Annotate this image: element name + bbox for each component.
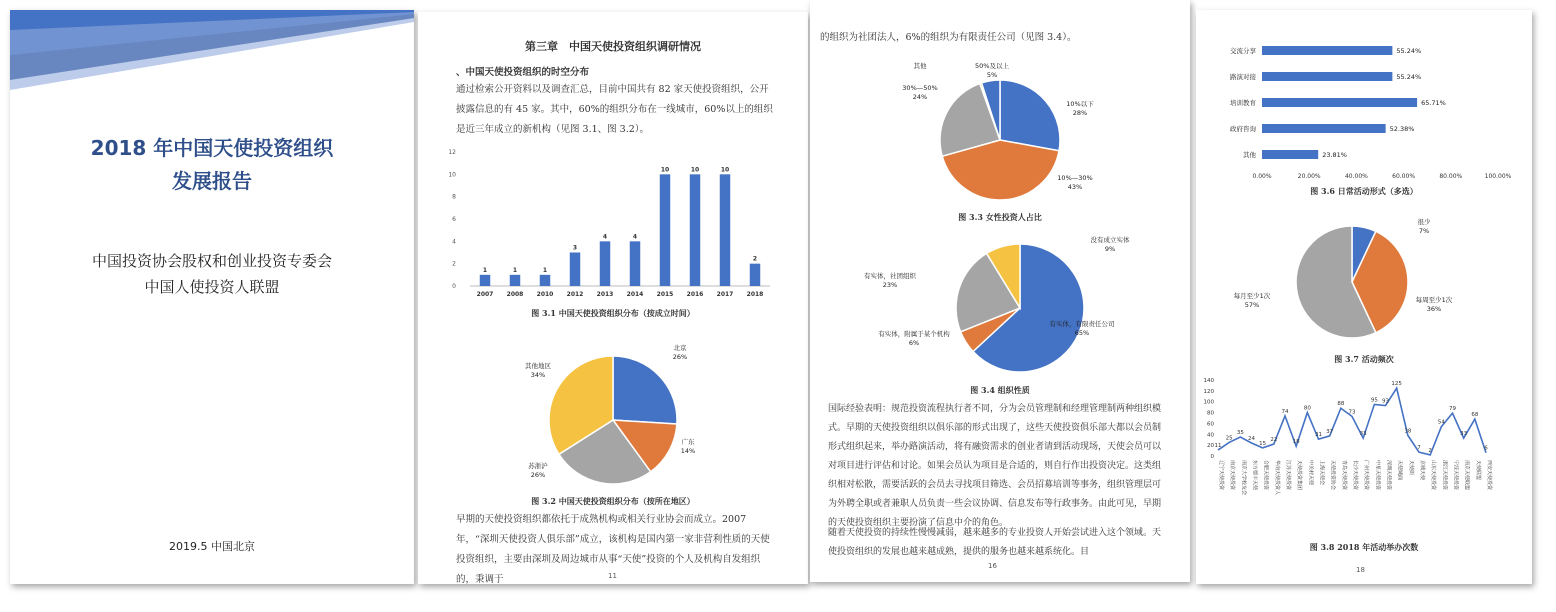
x-tick-label: 江苏天使投资 [1285,460,1291,491]
x-tick-label: 广州天使投资 [1363,460,1370,491]
y-tick-label: 4 [452,238,456,246]
category-label: 政府咨询 [1230,125,1256,133]
x-tick-label: 南京天使投资 [1229,460,1236,491]
bar-chart-founding-year [440,142,780,312]
data-label: 35 [1236,430,1244,436]
cover-page [10,10,414,584]
slice-name: 北京 [673,344,687,352]
data-label: 55.24% [1396,73,1422,81]
slice-name: 50%及以上 [975,62,1009,70]
data-label: 1 [542,266,548,274]
cover-date: 2019.5 中国北京 [169,540,255,553]
x-tick-label: 2018 [746,291,764,298]
figure-caption: 图 3.7 活动频次 [1334,354,1394,364]
x-tick-label: 2014 [626,291,644,298]
y-tick-label: 140 [1203,378,1214,384]
y-tick-label: 8 [452,193,456,201]
data-label: 68 [1471,412,1479,419]
cover-banner [10,10,414,90]
x-tick-label: 东方德丰天使 [1251,460,1258,491]
line-chart-activity-count [1196,372,1496,542]
data-label: 24 [1248,435,1255,442]
data-label: 7 [1417,445,1421,452]
x-tick-label: 2013 [596,291,614,298]
slice-value: 28% [1072,109,1088,117]
category-label: 路演对接 [1230,73,1256,81]
slice-value: 7% [1418,227,1430,235]
category-label: 其他 [1243,151,1256,159]
bar [1262,46,1392,55]
y-tick-label: 6 [452,216,456,223]
slice-label [1416,295,1453,313]
y-tick-label: 120 [1203,388,1214,395]
slice-name: 10%以下 [1066,100,1094,108]
x-tick-label: 天使城商 [1396,460,1403,481]
bar [660,174,671,286]
y-tick-label: 100 [1203,399,1214,406]
slice-label [525,361,552,379]
report-page-16 [810,0,1190,582]
bar [480,275,491,286]
x-tick-label: 40.00% [1344,173,1368,180]
data-label: 4 [602,233,608,241]
data-label: 10 [720,166,730,174]
slice-name: 很少 [1417,218,1431,226]
x-tick-label: 宁波天使投资 [1452,460,1459,491]
bar [540,275,551,286]
x-tick-label: 辽宁天使投资 [1218,460,1224,491]
pie-slice [1000,80,1060,151]
slice-name: 10%—30% [1057,174,1093,182]
report-page-18 [1196,10,1532,584]
slice-label [902,84,937,101]
slice-label [1066,99,1094,117]
data-label: 88 [1337,401,1345,408]
x-tick-label: 上海天使会 [1318,460,1325,486]
slice-label [975,61,1009,79]
x-tick-label: 天使联盟 [1474,460,1481,481]
x-tick-label: 青岛天使投资 [1340,460,1347,491]
data-label: 1 [512,266,518,274]
x-tick-label: 天使街 [1407,460,1414,476]
slice-name: 有实体，有限责任公司 [1049,320,1115,328]
slice-value: 43% [1067,183,1083,191]
slice-value: 23% [882,281,898,289]
bar [1262,124,1386,133]
pie-chart-activity-frequency [1212,210,1512,350]
slice-name: 其他地区 [525,362,551,370]
bar [600,241,611,286]
data-label: 2 [1428,447,1432,454]
page-number: 11 [608,572,617,580]
y-tick-label: 80 [1207,410,1214,417]
slice-value: 14% [680,447,696,455]
y-tick-label: 2 [452,260,456,268]
slice-value: 26% [530,471,546,479]
paragraph: 国际经验表明：规范投资流程执行者不同，分为会员管理制和经理管理制两种组织模式。早期的天使投资组织以俱乐部的形式出现了，这些天使投资俱乐部大都以会员制形式组织起来，举办路演活动，将有融资需求的创业者请到活动现场，天使会员可以对项目进行评估和讨论。如果会员认为项目是合适的，则自行作出投资决定。这类组织相对松散，需要活跃的会员去寻找项目筛选、会员招募培训等事务，组织管理层可为外聘全职或者兼职人员负责一些会议协调、信息发布等行政事务。由此可见，早期的天使投资组织主要扮演了信息中介的角色。 [828,404,1162,528]
data-label: 23.81% [1322,151,1347,159]
y-tick-label: 12 [448,149,456,156]
data-label: 1 [482,266,488,274]
bar [690,174,701,286]
x-tick-label: 2008 [506,291,524,298]
bar [510,275,521,286]
data-label: 37 [1326,428,1334,435]
data-label: 93 [1382,398,1389,405]
data-label: 18 [1292,439,1300,446]
data-label: 54 [1437,419,1445,426]
y-tick-label: 0 [452,283,456,290]
bar [1262,150,1318,159]
x-tick-label: 华南天使投资人 [1273,460,1280,496]
paragraph: 早期的天使投资组织都依托于成熟机构或相关行业协会而成立。2007 年，“深圳天使投资人俱乐部”成立，该机构是国内第一家非营利性质的天使投资组织，主要由深圳及周边城市从事“天使”投资的个人及机构自发组织的，秉调于 [456,514,770,584]
page-number: 18 [1356,566,1365,574]
cover-title-line1: 2018 年中国天使投资组织 [90,136,334,160]
slice-name: 广东 [681,438,695,446]
y-tick-label: 10 [448,171,456,179]
data-label: 80 [1303,405,1311,412]
figure-caption: 图 3.2 中国天使投资组织分布（按所在地区） [531,496,695,506]
slice-value: 36% [1426,305,1442,313]
x-tick-label: 天使投资协会 [1329,460,1336,491]
cover-org1: 中国投资协会股权和创业投资专委会 [91,252,332,270]
slice-label [673,343,687,361]
slice-label [914,61,928,70]
section-title: 、中国天使投资组织的时空分布 [456,67,590,78]
x-tick-label: 2007 [476,291,494,298]
chapter-title: 第三章 中国天使投资组织调研情况 [525,40,701,53]
y-tick-label: 60 [1207,421,1214,428]
slice-value: 5% [986,71,998,79]
bar [1262,98,1417,107]
data-label: 95 [1370,397,1378,404]
x-tick-label: 100.00% [1484,173,1512,180]
data-label: 125 [1391,381,1402,388]
slice-name: 苏浙沪 [528,462,548,470]
slice-name: 有实体，社团组织 [864,272,916,280]
bar [1262,72,1392,81]
figure-caption: 图 3.6 日常活动形式（多选） [1310,186,1418,196]
slice-name: 有实体，附属于某个机构 [878,330,950,338]
cover-org2: 中国人使投资人联盟 [144,278,280,296]
data-label: 6 [1484,445,1488,452]
x-tick-label: 80.00% [1439,173,1463,180]
pie-chart-organization-type [850,230,1140,380]
x-tick-label: 中关村天使 [1307,460,1314,486]
data-label: 79 [1449,406,1456,413]
category-label: 交流分享 [1230,47,1256,55]
x-tick-label: 2017 [716,291,734,298]
x-tick-label: 深圳天使投资 [1385,460,1392,491]
y-tick-label: 0 [1210,454,1214,460]
pie-chart-region [498,338,728,498]
report-page-11 [418,12,808,584]
data-label: 10 [690,166,700,174]
bar [570,253,581,287]
data-label: 22 [1270,437,1278,444]
slice-label [681,437,695,455]
x-tick-label: 合肥天使投资 [1262,460,1269,491]
x-tick-label: 京城天使 [1419,460,1425,481]
x-tick-label: 长沙天使投资 [1352,460,1358,491]
x-tick-label: 2010 [536,291,554,298]
data-label: 3 [572,244,578,252]
data-label: 73 [1348,409,1356,416]
pie-slice [613,356,677,424]
slice-label [864,271,917,289]
slice-name: 其他 [913,62,927,70]
hbar-chart-activity-forms [1202,40,1522,210]
data-label: 31 [1315,432,1322,439]
data-label: 11 [1214,443,1222,450]
figure-caption: 图 3.8 2018 年活动举办次数 [1309,542,1419,552]
x-tick-label: 中星天使投资 [1374,460,1381,491]
slice-value: 26% [672,353,688,361]
x-tick-label: 天使投资集团 [1296,460,1303,491]
x-tick-label: 2016 [686,291,704,298]
data-label: 38 [1404,428,1412,435]
data-label: 52.38% [1389,125,1415,133]
data-label: 15 [1259,440,1267,447]
slice-name: 每月至少1次 [1233,292,1271,300]
x-tick-label: 20.00% [1297,173,1321,180]
x-tick-label: 西安天使投资 [1486,460,1492,491]
cover-title-line2: 发展报告 [172,169,252,193]
bar [720,174,731,286]
bar [630,241,641,286]
data-label: 10 [660,166,670,174]
y-tick-label: 40 [1207,432,1214,439]
x-tick-label: 60.00% [1392,173,1416,180]
paragraph: 的组织为社团法人，6%的组织为有限责任公司（见图 3.4）。 [820,32,1077,43]
data-label: 33 [1460,431,1468,438]
slice-value: 6% [908,339,920,347]
slice-label [1091,235,1131,253]
x-tick-label: 2012 [566,291,584,298]
figure-caption: 图 3.1 中国天使投资组织分布（按成立时间） [531,308,695,318]
data-label: 4 [632,233,638,241]
data-label: 55.24% [1396,47,1422,55]
slice-value: 24% [912,93,928,101]
slice-value: 9% [1104,245,1116,253]
category-label: 培训教育 [1230,99,1256,107]
pie-chart-female-investors [880,58,1120,218]
figure-caption: 图 3.4 组织性质 [970,385,1030,395]
slice-value: 57% [1244,301,1260,309]
page-number: 16 [988,562,997,570]
x-tick-label: 南京天使联盟 [1463,460,1470,491]
bar [750,264,761,286]
slice-label [528,461,548,479]
slice-name: 每周至少1次 [1415,296,1453,304]
slice-value: 34% [530,371,546,379]
slice-name: 30%—50% [902,84,938,92]
data-label: 65.71% [1421,99,1446,107]
slice-label [1234,291,1271,309]
paragraph: 随着天使投资的持续性慢慢减弱，越来越多的专业投资人开始尝试进入这个领域。天使投资组织的发展也越来越成熟，提供的服务也越来越系统化。目 [828,528,1162,557]
data-label: 25 [1225,435,1233,442]
y-tick-label: 20 [1207,443,1214,450]
slice-label [1057,174,1092,191]
slice-label [1418,217,1432,235]
data-label: 74 [1281,408,1289,415]
x-tick-label: 山东天使投资 [1430,460,1437,491]
x-tick-label: 浙江天使投资 [1441,460,1448,491]
x-tick-label: 2015 [656,291,674,298]
data-label: 33 [1359,431,1367,438]
slice-value: 65% [1074,329,1090,337]
data-label: 2 [752,255,758,263]
paragraph: 通过检索公开资料以及调查汇总，目前中国共有 82 家天使投资组织，公开披露信息的有 45 家。其中，60%的组织分布在一线城市，60%以上的组织是近三年成立的新机构（见图 3.1、图 3.2）。 [456,84,773,135]
x-tick-label: 南京大学校友会 [1240,460,1247,496]
figure-caption: 图 3.3 女性投资人占比 [958,212,1042,222]
slice-name: 没有成立实体 [1090,236,1130,244]
x-tick-label: 0.00% [1252,173,1272,180]
slice-label [878,329,950,347]
